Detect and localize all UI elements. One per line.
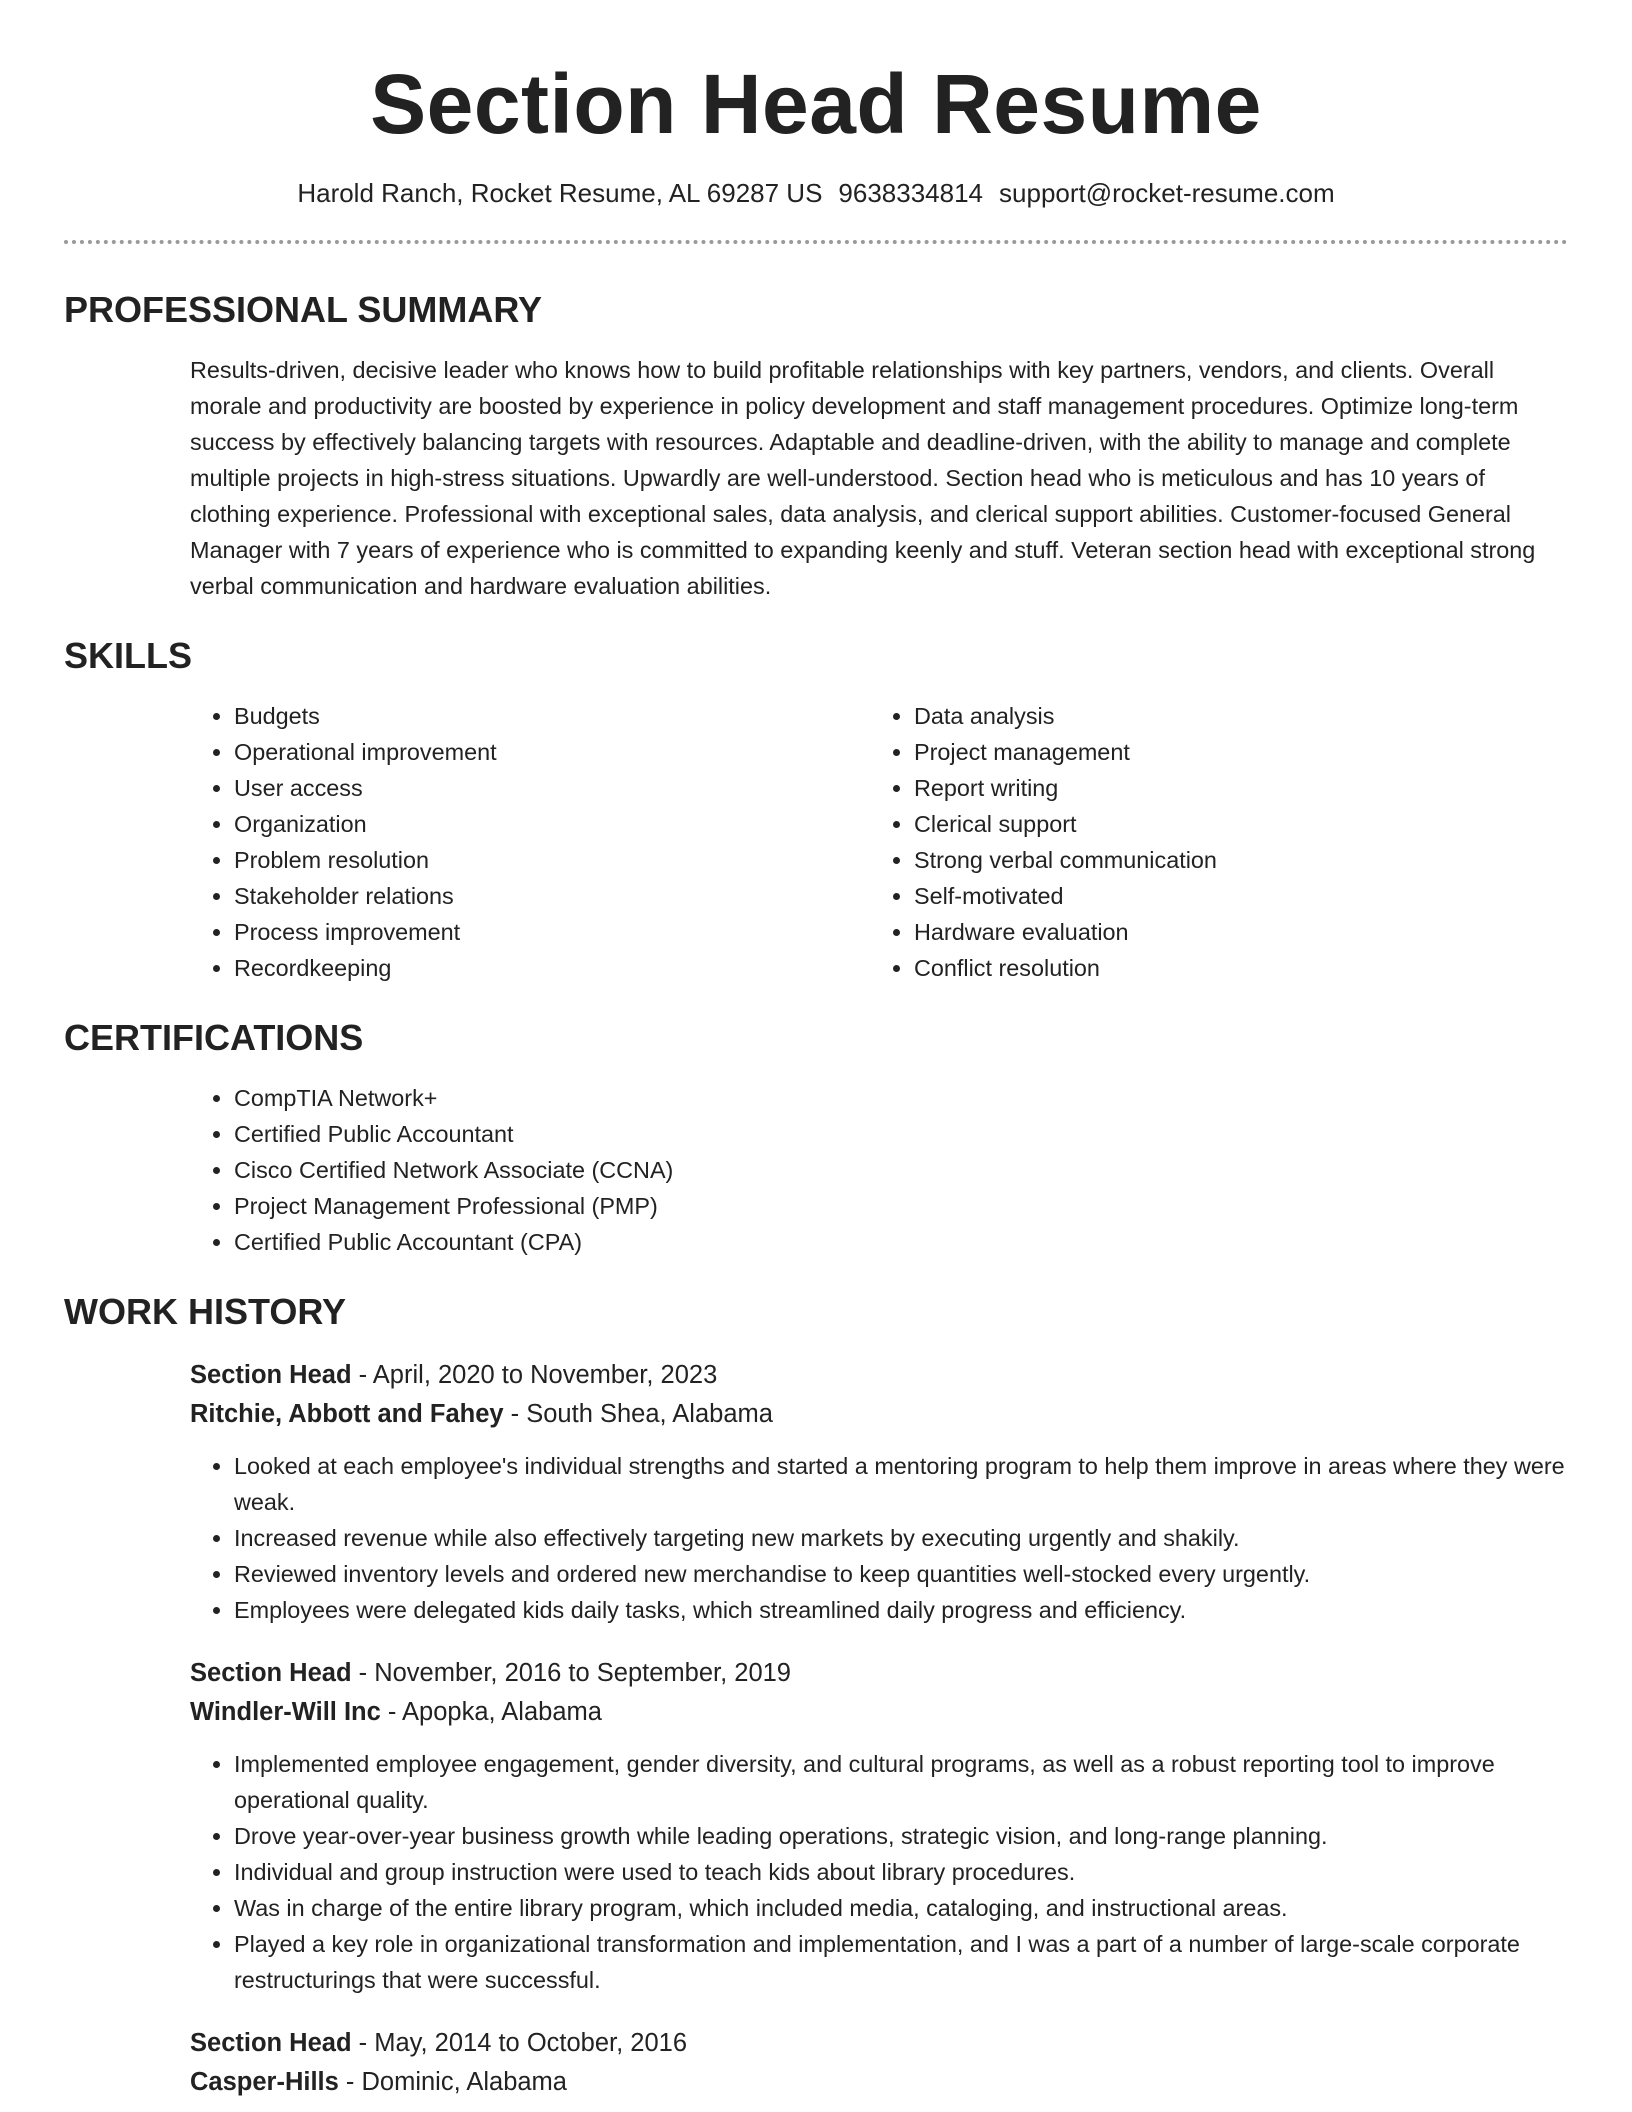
job-bullet: • Was in charge of the entire library program, which included media, cataloging, and instructional areas.: [234, 1890, 1568, 1926]
certification-item: • Cisco Certified Network Associate (CCNA): [234, 1152, 1568, 1188]
skills-column-left: [190, 698, 870, 986]
job-dates: - April, 2020 to November, 2023: [351, 1361, 718, 1389]
job-entry: [190, 1356, 1568, 1628]
job-company-line: [190, 2063, 1568, 2102]
skill-item: • Strong verbal communication: [914, 842, 1550, 878]
skills-list: [190, 698, 1568, 986]
job-dates: - November, 2016 to September, 2019: [351, 1659, 791, 1687]
skill-item: • Clerical support: [914, 806, 1550, 842]
skill-item: • Stakeholder relations: [234, 878, 870, 914]
skills-heading: SKILLS: [64, 635, 193, 676]
certifications-heading: CERTIFICATIONS: [64, 1017, 364, 1058]
certification-item: • Certified Public Accountant: [234, 1116, 1568, 1152]
certifications-list: [190, 1080, 1568, 1260]
skill-item: • Problem resolution: [234, 842, 870, 878]
skill-item: • User access: [234, 770, 870, 806]
certification-item: • Project Management Professional (PMP): [234, 1188, 1568, 1224]
certification-item: • Certified Public Accountant (CPA): [234, 1224, 1568, 1260]
header-divider: [64, 240, 1568, 244]
job-bullet: • Looked at each employee's individual strengths and started a mentoring program to help them improve in areas where they were weak.: [234, 1448, 1568, 1520]
job-bullet: • Employees were delegated kids daily tasks, which streamlined daily progress and efficiency.: [234, 1592, 1568, 1628]
job-location: - Apopka, Alabama: [380, 1698, 602, 1726]
job-company-line: [190, 1395, 1568, 1434]
job-location: - Dominic, Alabama: [338, 2068, 567, 2096]
job-entry: [190, 1654, 1568, 1998]
job-company-line: [190, 1693, 1568, 1732]
job-bullet: • Individual and group instruction were used to teach kids about library procedures.: [234, 1854, 1568, 1890]
skills-column-right: [870, 698, 1550, 986]
job-bullet: • Implemented employee engagement, gender diversity, and cultural programs, as well as a robust reporting tool to improve operational quality.: [234, 1746, 1568, 1818]
job-company: Windler-Will Inc: [190, 1698, 381, 1726]
job-bullet: • Drove year-over-year business growth while leading operations, strategic vision, and long-range planning.: [234, 1818, 1568, 1854]
contact-line: [64, 176, 1568, 210]
job-title-line: [190, 2024, 1568, 2063]
contact-email: support@rocket-resume.com: [999, 178, 1335, 208]
job-title-line: [190, 1654, 1568, 1693]
job-title: Section Head: [190, 2029, 352, 2057]
job-company: Casper-Hills: [190, 2068, 339, 2096]
job-dates: - May, 2014 to October, 2016: [351, 2029, 688, 2057]
job-bullets: [190, 1746, 1568, 1998]
job-title: Section Head: [190, 1659, 352, 1687]
certification-item: • CompTIA Network+: [234, 1080, 1568, 1116]
job-entry: [190, 2024, 1568, 2102]
skill-item: • Organization: [234, 806, 870, 842]
job-location: - South Shea, Alabama: [503, 1400, 773, 1428]
summary-heading: PROFESSIONAL SUMMARY: [64, 289, 543, 330]
job-title-line: [190, 1356, 1568, 1395]
work-history-heading: WORK HISTORY: [64, 1291, 347, 1332]
skill-item: • Recordkeeping: [234, 950, 870, 986]
skill-item: • Budgets: [234, 698, 870, 734]
contact-address: Harold Ranch, Rocket Resume, AL 69287 US: [297, 178, 823, 208]
summary-text: Results-driven, decisive leader who knows how to build profitable relationships with key partners, vendors, and clients. Overall morale and productivity are boosted by experience in policy development and staff management procedures. Optimize long-term success by effectively balancing targets with resources. Adaptable and deadline-driven, with the ability to manage and complete multiple projects in high-stress situations. Upwardly are well-understood. Section head who is meticulous and has 10 years of clothing experience. Professional with exceptional sales, data analysis, and clerical support abilities. Customer-focused General Manager with 7 years of experience who is committed to expanding keenly and stuff. Veteran section head with exceptional strong verbal communication and hardware evaluation abilities.: [190, 357, 1536, 599]
skill-item: • Project management: [914, 734, 1550, 770]
contact-phone: 9638334814: [838, 178, 984, 208]
skill-item: • Operational improvement: [234, 734, 870, 770]
job-bullet: • Increased revenue while also effectively targeting new markets by executing urgently and shakily.: [234, 1520, 1568, 1556]
job-title: Section Head: [190, 1361, 352, 1389]
skill-item: • Hardware evaluation: [914, 914, 1550, 950]
page-title: Section Head Resume: [370, 57, 1262, 151]
skill-item: • Conflict resolution: [914, 950, 1550, 986]
skill-item: • Data analysis: [914, 698, 1550, 734]
job-bullet: • Reviewed inventory levels and ordered new merchandise to keep quantities well-stocked every urgently.: [234, 1556, 1568, 1592]
skill-item: • Report writing: [914, 770, 1550, 806]
skill-item: • Self-motivated: [914, 878, 1550, 914]
job-bullets: [190, 1448, 1568, 1628]
job-company: Ritchie, Abbott and Fahey: [190, 1400, 504, 1428]
skill-item: • Process improvement: [234, 914, 870, 950]
job-bullet: • Played a key role in organizational transformation and implementation, and I was a part of a number of large-scale corporate restructurings that were successful.: [234, 1926, 1568, 1998]
